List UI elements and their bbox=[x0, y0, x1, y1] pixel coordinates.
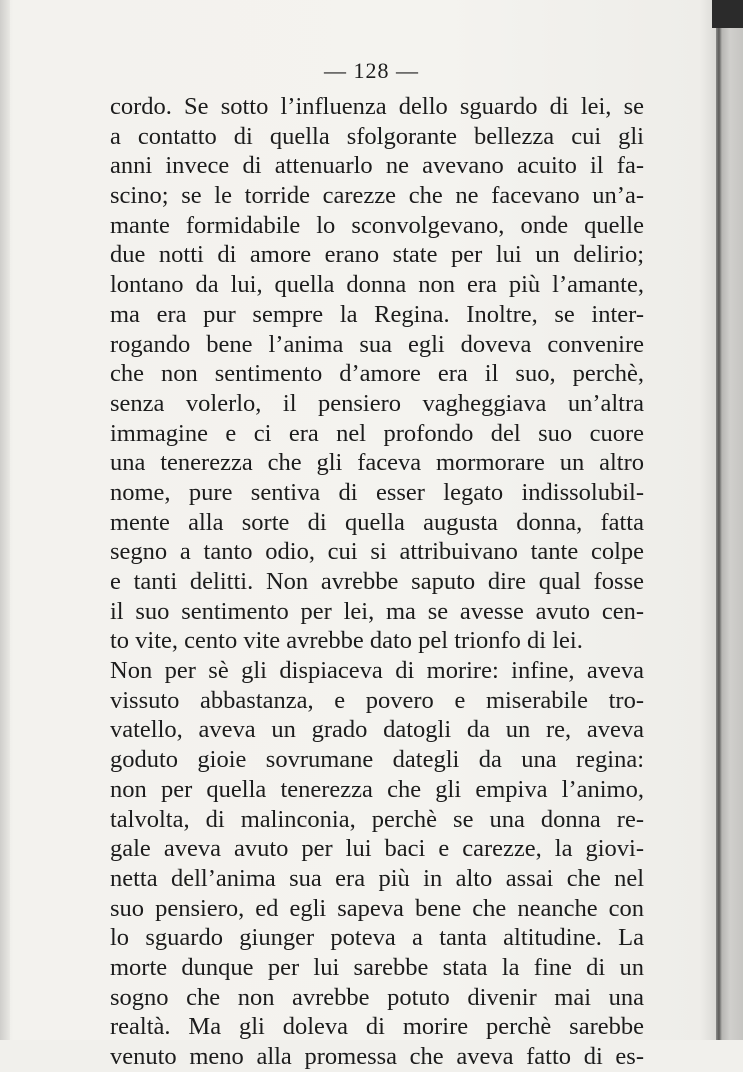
text-line: nome, pure sentiva di esser legato indissolubil- bbox=[110, 478, 644, 506]
text-line: cordo. Se sotto l’influenza dello sguardo di lei, se bbox=[110, 93, 644, 120]
text-line: anni invece di attenuarlo ne avevano acuito il fa- bbox=[110, 152, 644, 180]
text-line: non per quella tenerezza che gli empiva l’animo, bbox=[110, 775, 644, 803]
text-line: venuto meno alla promessa che aveva fatto di es- bbox=[110, 1043, 644, 1070]
book-spine-corner bbox=[712, 0, 743, 28]
text-line: goduto gioie sovrumane dategli da una regina: bbox=[110, 746, 644, 774]
text-line: che non sentimento d’amore era il suo, perchè, bbox=[110, 360, 644, 388]
text-line: talvolta, di malinconia, perchè se una donna re- bbox=[110, 805, 644, 833]
text-line: e tanti delitti. Non avrebbe saputo dire qual fosse bbox=[110, 568, 644, 595]
text-line: senza volerlo, il pensiero vagheggiava un’altra bbox=[110, 389, 644, 417]
text-line: vatello, aveva un grado datogli da un re, aveva bbox=[110, 716, 644, 744]
text-line: netta dell’anima sua era più in alto assai che nel bbox=[110, 864, 644, 892]
text-line: a contatto di quella sfolgorante bellezza cui gli bbox=[110, 122, 644, 150]
text-line: suo pensiero, ed egli sapeva bene che neanche con bbox=[110, 894, 644, 922]
text-line: rogando bene l’anima sua egli doveva convenire bbox=[110, 330, 644, 358]
text-line: to vite, cento vite avrebbe dato pel trionfo di lei. bbox=[110, 627, 583, 655]
text-line: segno a tanto odio, cui si attribuivano tante colpe bbox=[110, 538, 644, 566]
text-line: mente alla sorte di quella augusta donna, fatta bbox=[110, 508, 644, 536]
text-line: due notti di amore erano state per lui un delirio; bbox=[110, 241, 644, 269]
page-left-edge-shadow bbox=[0, 0, 10, 1040]
text-line: morte dunque per lui sarebbe stata la fine di un bbox=[110, 953, 644, 981]
text-line: gale aveva avuto per lui baci e carezze, la giovi- bbox=[110, 835, 644, 863]
book-spine-edge bbox=[716, 0, 743, 1040]
text-line: Non per sè gli dispiaceva di morire: infine, aveva bbox=[110, 657, 644, 685]
text-line: realtà. Ma gli doleva di morire perchè sarebbe bbox=[110, 1013, 644, 1041]
text-line: una tenerezza che gli faceva mormorare un altro bbox=[110, 449, 644, 477]
text-line: lontano da lui, quella donna non era più l’amante, bbox=[110, 271, 644, 299]
page-number: — 128 — bbox=[324, 58, 419, 83]
text-line: vissuto abbastanza, e povero e miserabile tro- bbox=[110, 686, 644, 714]
text-line: ma era pur sempre la Regina. Inoltre, se inter- bbox=[110, 300, 644, 328]
text-line: scino; se le torride carezze che ne facevano un’a- bbox=[110, 182, 644, 210]
text-line: il suo sentimento per lei, ma se avesse avuto cen- bbox=[110, 597, 644, 625]
text-line: sogno che non avrebbe potuto divenir mai una bbox=[110, 983, 644, 1011]
text-line: lo sguardo giunger poteva a tanta altitudine. La bbox=[110, 924, 644, 952]
body-text bbox=[110, 92, 644, 1072]
text-line: immagine e ci era nel profondo del suo cuore bbox=[110, 419, 644, 447]
text-line: mante formidabile lo sconvolgevano, onde quelle bbox=[110, 211, 644, 239]
